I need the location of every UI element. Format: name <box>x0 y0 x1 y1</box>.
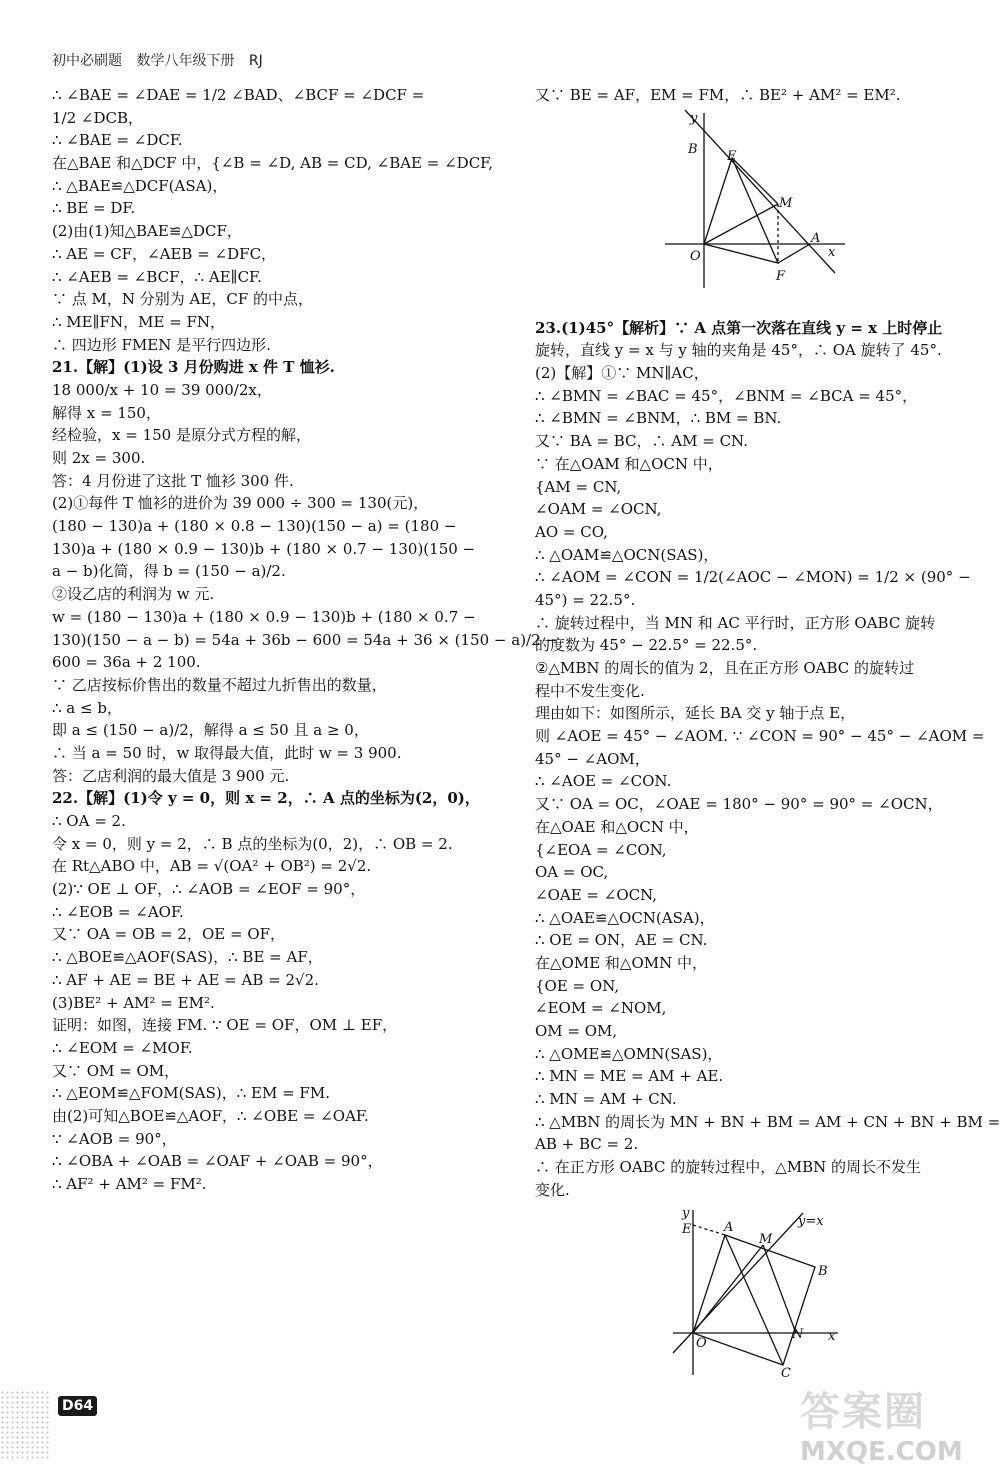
solution-line: ∴ AF + AE = BE + AE = AB = 2√2. <box>52 970 319 989</box>
solution-line: ∴ ME∥FN，ME = FN， <box>52 312 226 331</box>
solution-line: ∴ 在正方形 OABC 的旋转过程中，△MBN 的周长不发生 <box>535 1158 922 1177</box>
solution-line: 45° − ∠AOM， <box>535 749 650 768</box>
solution-line: 23.(1)45°【解析】∵ A 点第一次落在直线 y = x 上时停止 <box>535 318 943 337</box>
solution-line: ∴ ∠OBA + ∠OAB = ∠OAF + ∠OAB = 90°， <box>52 1152 383 1171</box>
solution-line: a − b)化简，得 b = (150 − a)/2. <box>52 562 286 581</box>
fig1-label: M <box>779 196 793 211</box>
solution-line: ∴ △OME≌△OMN(SAS)， <box>535 1044 723 1063</box>
fig1-label: y <box>690 111 698 126</box>
fig2-label: B <box>818 1264 828 1279</box>
line-AB <box>685 110 835 273</box>
solution-line: 21.【解】(1)设 3 月份购进 x 件 T 恤衫. <box>52 358 335 377</box>
fig1-label: O <box>690 249 701 264</box>
figure-23 <box>668 1205 848 1380</box>
solution-line: ②设乙店的利润为 w 元. <box>52 585 215 604</box>
solution-line: ∵ 乙店按标价售出的数量不超过九折售出的数量， <box>52 675 387 694</box>
solution-line: ∴ △BOE≌△AOF(SAS)，∴ BE = AF， <box>52 948 323 967</box>
fig2-label: C <box>781 1366 791 1380</box>
solution-line: 变化. <box>535 1180 570 1199</box>
solution-line: ∴ ∠EOB = ∠AOF. <box>52 902 184 921</box>
solution-line: ∴ △MBN 的周长为 MN + BN + BM = AM + CN + BN + BM = <box>535 1112 1000 1131</box>
solution-line: AB + BC = 2. <box>535 1135 639 1154</box>
fig2-label: y=x <box>798 1214 824 1229</box>
solution-line: 130)a + (180 × 0.9 − 130)b + (180 × 0.7 − 130)(150 − <box>52 539 476 558</box>
solution-line: ∴ ∠AEB = ∠BCF，∴ AE∥CF. <box>52 267 262 286</box>
solution-line: 旋转，直线 y = x 与 y 轴的夹角是 45°，∴ OA 旋转了 45°. <box>535 341 942 360</box>
fig2-label: x <box>828 1329 836 1344</box>
fig2-label: y <box>682 1206 690 1221</box>
solution-line: 解得 x = 150， <box>52 403 161 422</box>
solution-line: ∴ OA = 2. <box>52 812 126 830</box>
solution-line: 由(2)可知△BOE≌△AOF，∴ ∠OBE = ∠OAF. <box>52 1106 369 1125</box>
solution-line: ∴ ∠AOE = ∠CON. <box>535 772 672 791</box>
solution-line: ∵ ∠AOB = 90°， <box>52 1129 177 1148</box>
book-title: 初中必刷题 <box>52 53 122 69</box>
right-top-line: 又∵ BE = AF，EM = FM，∴ BE² + AM² = EM². <box>535 86 901 104</box>
solution-line: 45°) = 22.5°. <box>535 590 636 609</box>
fig1-label: x <box>828 245 836 260</box>
fig1-label: B <box>688 142 698 157</box>
solution-line: ∴ ∠BAE = ∠DCF. <box>52 131 183 150</box>
segment-EM <box>732 158 778 204</box>
solution-line: (2)由(1)知△BAE≌△DCF， <box>52 222 242 241</box>
solution-line: ∴ ∠BMN = ∠BAC = 45°，∠BNM = ∠BCA = 45°， <box>535 386 918 405</box>
solution-line: 18 000/x + 10 = 39 000/2x， <box>52 380 272 399</box>
solution-line: ∵ 点 M，N 分别为 AE，CF 的中点， <box>52 290 313 309</box>
solution-line: 又∵ OA = OB = 2，OE = OF， <box>52 925 286 944</box>
solution-line: 程中不发生变化. <box>535 681 645 700</box>
solution-line: 又∵ OA = OC，∠OAE = 180° − 90° = 90° = ∠OCN， <box>535 795 943 814</box>
solution-line: 在△BAE 和△DCF 中，{∠B = ∠D, AB = CD, ∠BAE = ∠DCF, <box>52 154 494 173</box>
fig2-label: E <box>682 1222 692 1237</box>
solution-line: 在△OAE 和△OCN 中， <box>535 817 699 836</box>
solution-line: 又∵ BA = BC，∴ AM = CN. <box>535 432 748 451</box>
solution-line: (2)∵ OE ⊥ OF，∴ ∠AOB = ∠EOF = 90°， <box>52 880 366 899</box>
solution-line: ∠OAM = ∠OCN, <box>535 500 662 519</box>
solution-line: AO = CO, <box>535 522 608 541</box>
solution-line: 600 = 36a + 2 100. <box>52 653 201 672</box>
segment-EA <box>693 1225 725 1235</box>
solution-line: ∴ OE = ON，AE = CN. <box>535 931 708 950</box>
solution-line: ∴ ∠EOM = ∠MOF. <box>52 1038 193 1057</box>
solution-line: ∴ 当 a = 50 时，w 取得最大值，此时 w = 3 900. <box>52 743 402 762</box>
solution-line: OM = OM, <box>535 1022 618 1040</box>
segment-FA <box>778 244 810 263</box>
solution-line: ∴ MN = ME = AM + AE. <box>535 1067 724 1086</box>
solution-line: (2)①每件 T 恤衫的进价为 39 000 ÷ 300 = 130(元)， <box>52 494 429 513</box>
watermark-logo <box>800 1380 990 1465</box>
solution-line: ∠EOM = ∠NOM, <box>535 999 667 1018</box>
page-number: D64 <box>58 1396 97 1416</box>
solution-line: 22.【解】(1)令 y = 0，则 x = 2，∴ A 点的坐标为(2，0)， <box>52 789 480 808</box>
decorative-dots <box>0 1390 50 1460</box>
solution-line: ∴ MN = AM + CN. <box>535 1090 677 1109</box>
fig2-label: O <box>696 1336 707 1351</box>
solution-line: ∠OAE = ∠OCN, <box>535 885 658 904</box>
solution-line: 的度数为 45° − 22.5° = 22.5°. <box>535 636 758 655</box>
solution-line: ∴ AE = CF，∠AEB = ∠DFC， <box>52 244 277 263</box>
solution-line: {AM = CN, <box>535 477 622 496</box>
solution-line: OA = OC, <box>535 863 609 882</box>
solution-line: 经检验，x = 150 是原分式方程的解， <box>52 426 311 445</box>
solution-line: ∴ ∠BMN = ∠BNM，∴ BM = BN. <box>535 409 782 428</box>
solution-line: 则 ∠AOE = 45° − ∠AOM. ∵ ∠CON = 90° − 45° − ∠AOM = <box>535 727 985 746</box>
solution-line: (3)BE² + AM² = EM². <box>52 993 215 1012</box>
fig2-label: M <box>759 1232 773 1247</box>
solution-line: 答：乙店利润的最大值是 3 900 元. <box>52 766 290 785</box>
solution-line: ∴ △EOM≌△FOM(SAS)，∴ EM = FM. <box>52 1084 330 1103</box>
solution-line: 又∵ OM = OM， <box>52 1061 180 1080</box>
solution-line: ∴ BE = DF. <box>52 199 136 218</box>
solution-line: {∠EOA = ∠CON, <box>535 840 667 859</box>
solution-line: ∴ a ≤ b， <box>52 698 122 717</box>
solution-line: {OE = ON, <box>535 976 620 995</box>
solution-line: 130)(150 − a − b) = 54a + 36b − 600 = 54a + 36 × (150 − a)/2 − <box>52 630 558 649</box>
solution-line: 则 2x = 300. <box>52 449 146 467</box>
solution-line: ∴ △OAE≌△OCN(ASA)， <box>535 908 715 927</box>
fig2-label: A <box>724 1220 734 1235</box>
solution-line: 答：4 月份进了这批 T 恤衫 300 件. <box>52 471 294 490</box>
solution-line: ②△MBN 的周长的值为 2，且在正方形 OABC 的旋转过 <box>535 659 915 677</box>
running-header <box>52 50 273 70</box>
solution-line: 在△OME 和△OMN 中， <box>535 953 707 972</box>
solution-line: ∴ △BAE≌△DCF(ASA)， <box>52 176 228 195</box>
solution-line: (2)【解】①∵ MN∥AC， <box>535 364 709 383</box>
diagonal-AC <box>725 1235 783 1365</box>
edition-tag: RJ <box>248 53 263 69</box>
solution-line: ∵ 在△OAM 和△OCN 中， <box>535 454 723 473</box>
solution-line: ∴ △OAM≌△OCN(SAS)， <box>535 545 719 564</box>
figure-22 <box>660 108 850 298</box>
fig1-label: A <box>811 231 821 246</box>
watermark-url: MXQE.COM <box>800 1437 963 1467</box>
solution-line: ∴ ∠BAE = ∠DAE = 1/2 ∠BAD、∠BCF = ∠DCF = <box>52 86 425 104</box>
solution-line: 理由如下：如图所示，延长 BA 交 y 轴于点 E， <box>535 704 856 723</box>
solution-line: w = (180 − 130)a + (180 × 0.9 − 130)b + (180 × 0.7 − <box>52 607 476 626</box>
solution-line: ∴ 四边形 FMEN 是平行四边形. <box>52 335 271 354</box>
solution-line: ∴ 旋转过程中，当 MN 和 AC 平行时，正方形 OABC 旋转 <box>535 613 936 632</box>
solution-line: 证明：如图，连接 FM. ∵ OE = OF，OM ⊥ EF， <box>52 1016 398 1035</box>
solution-line: 即 a ≤ (150 − a)/2，解得 a ≤ 50 且 a ≥ 0， <box>52 721 369 740</box>
subject-title: 数学八年级下册 <box>136 53 235 69</box>
fig1-label: F <box>776 269 786 284</box>
solution-line: 令 x = 0，则 y = 2，∴ B 点的坐标为(0，2)，∴ OB = 2. <box>52 834 453 853</box>
solution-line: ∴ AF² + AM² = FM². <box>52 1175 207 1193</box>
solution-line: ∴ ∠AOM = ∠CON = 1/2(∠AOC − ∠MON) = 1/2 × (90° − <box>535 568 971 587</box>
solution-line: 在 Rt△ABO 中，AB = √(OA² + OB²) = 2√2. <box>52 857 372 876</box>
fig2-label: N <box>792 1327 804 1342</box>
solution-line: (180 − 130)a + (180 × 0.8 − 130)(150 − a) = (180 − <box>52 517 457 536</box>
solution-line: 1/2 ∠DCB， <box>52 108 144 127</box>
segment-OM <box>693 1245 763 1333</box>
fig1-label: E <box>727 149 737 164</box>
watermark-text: 答案圈 <box>800 1389 926 1435</box>
